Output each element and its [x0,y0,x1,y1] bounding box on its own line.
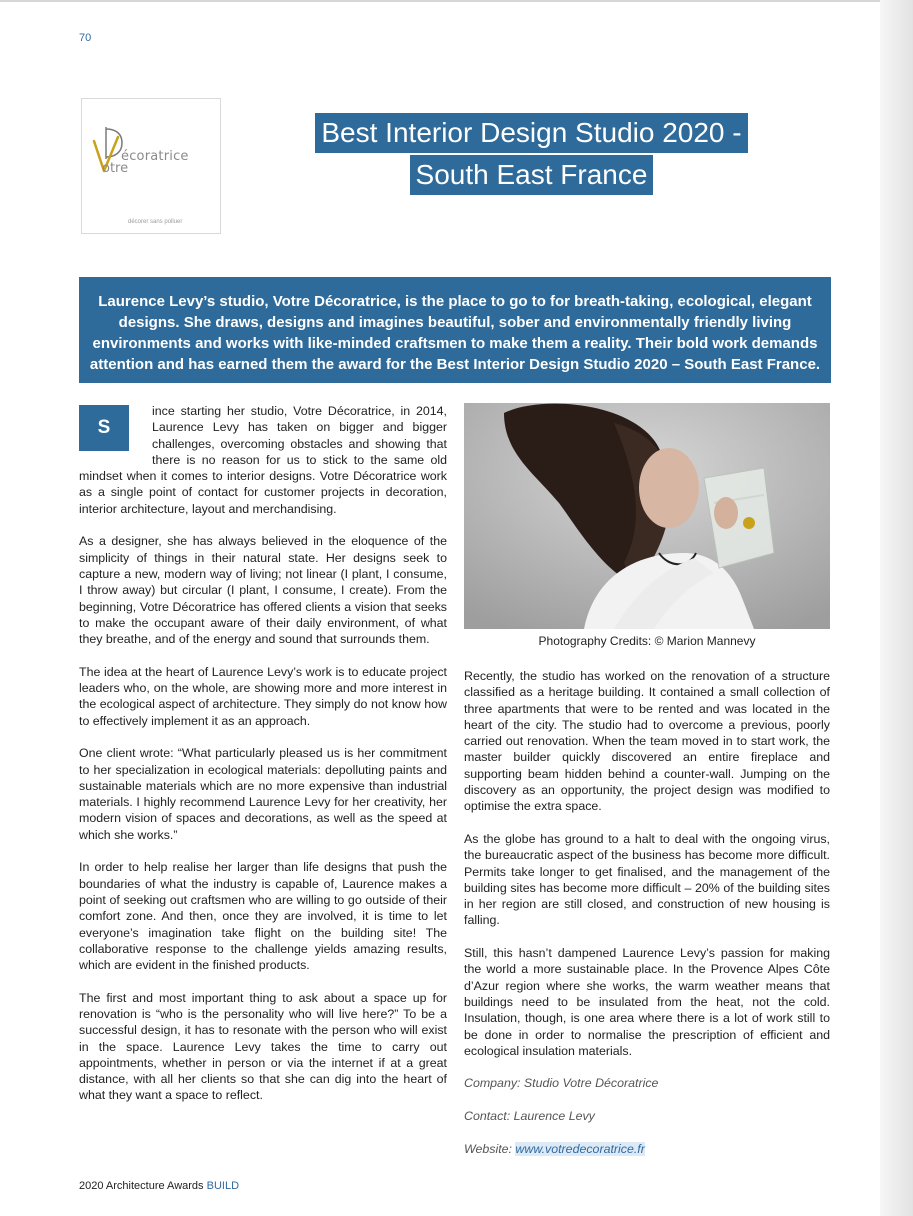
logo-name-text: écoratrice [121,149,189,164]
article-title [200,113,863,195]
contact-person: Contact: Laurence Levy [464,1109,595,1124]
contact-website [464,1141,830,1157]
paragraph: In order to help realise her larger than life designs that push the boundaries of what the industry is capable of, Laurence makes a point of seeking out craftsmen who are willing to go outside of their comfort zone. And then, once they are involved, it is time to let everyone’s imagination take flight on the building site! The collaborative response to the challenge yields amazing results, which are evident in the finished products. [79,860,447,973]
website-link[interactable]: www.votredecoratrice.fr [515,1141,645,1156]
website-label: Website: [464,1141,516,1156]
logo-name-line2: otre [102,161,129,176]
footer-text: 2020 Architecture Awards [79,1180,207,1192]
title-line-1: Best Interior Design Studio 2020 - [315,113,747,153]
paragraph: The idea at the heart of Laurence Levy’s work is to educate project leaders who, on the whole, are showing more and more interest in the ecological aspect of architecture. They simply do not know how to effectively implement it as an approach. [79,664,447,728]
paragraph: One client wrote: “What particularly pleased us is her commitment to her specialization in ecological materials: depolluting paints and sustainable materials which are no more expensive than industrial materials. I highly recommend Laurence Levy for her creativity, her modern vision of spaces and decorations, as well as the speed at which she works.” [79,746,447,842]
page-number: 70 [79,32,92,44]
logo-name-line1 [121,149,189,164]
right-column [464,668,830,1173]
paragraph: The first and most important thing to ask about a space up for renovation is “who is the personality who will live here?” To be a successful design, it has to resonate with the person who will exist in the space. Laurence Levy takes the time to carry out appointments, whether in person or via the internet if at a great distance, with all her clients so that she can dig into the heart of what they want a space to reflect. [79,990,447,1103]
title-line-2: South East France [410,155,654,195]
photo-caption: Photography Credits: © Marion Mannevy [538,634,756,648]
footer-brand: BUILD [206,1180,240,1192]
article-photo [464,403,830,629]
page-edge-shadow [880,0,913,1216]
paragraph: As the globe has ground to a halt to deal with the ongoing virus, the bureaucratic aspect of the business has become more difficult. Permits take longer to get finalised, and the management of the building sites has become more difficult – 20% of the building sites in her region are still closed, and construction of new housing is falling. [464,831,830,928]
paragraph: Still, this hasn’t dampened Laurence Levy’s passion for making the world a more sustainable place. In the Provence Alpes Côte d’Azur region where she works, the warm weather means that buildings need to be insulated from the heat, not the cold. Insulation, though, is one area where there is a lot of work still to be done in order to normalise the prescription of efficient and ecological insulation materials. [464,946,830,1058]
dropcap-container [79,403,152,465]
left-column [79,403,447,1120]
intro-summary: Laurence Levy’s studio, Votre Décoratrice, is the place to go to for breath-taking, ecological, elegant designs. She draws, designs and imagines beautiful, sober and environmentally friendly living environments and works with like-minded craftsmen to make them a reality. Their bold work demands attention and has earned them the award for the Best Interior Design Studio 2020 – South East France. [79,277,831,383]
photo-illustration [464,403,830,629]
dropcap: S [79,405,129,451]
paragraph: Recently, the studio has worked on the renovation of a structure classified as a heritage building. It contained a small collection of three apartments that were to be rented and was located in the heart of the city. The studio had to overcome a previous, poorly carried out renovation. When the team moved in to start work, the master builder quickly discovered an entire fireplace and supporting beam hidden behind a counter-wall. Jumping on the discovery as an opportunity, the project design was modified to optimise the extra space. [464,669,830,814]
logo-tagline: décorer sans polluer [128,219,183,225]
top-border [0,0,880,2]
contact-company: Company: Studio Votre Décoratrice [464,1076,659,1091]
paragraph-text: ince starting her studio, Votre Décoratrice, in 2014, Laurence Levy has taken on bigger and bigger challenges, overcoming obstacles and showing that there is no reason for us to stick to the same old mindset when it comes to interior designs. Votre Décoratrice work as a single point of contact for customer projects in decoration, interior architecture, layout and merchandising. [79,404,447,516]
paragraph [79,403,447,517]
paragraph: As a designer, she has always believed in the eloquence of the simplicity of things in their natural state. Her designs seek to capture a new, modern way of living; not linear (I plant, I consume, I throw away) but circular (I plant, I consume, I create). From the beginning, Votre Décoratrice has offered clients a vision that seeks to make the occupant aware of their daily environment, of what they breathe, and of the energy and sound that surrounds them. [79,534,447,647]
page-footer [79,1180,239,1192]
